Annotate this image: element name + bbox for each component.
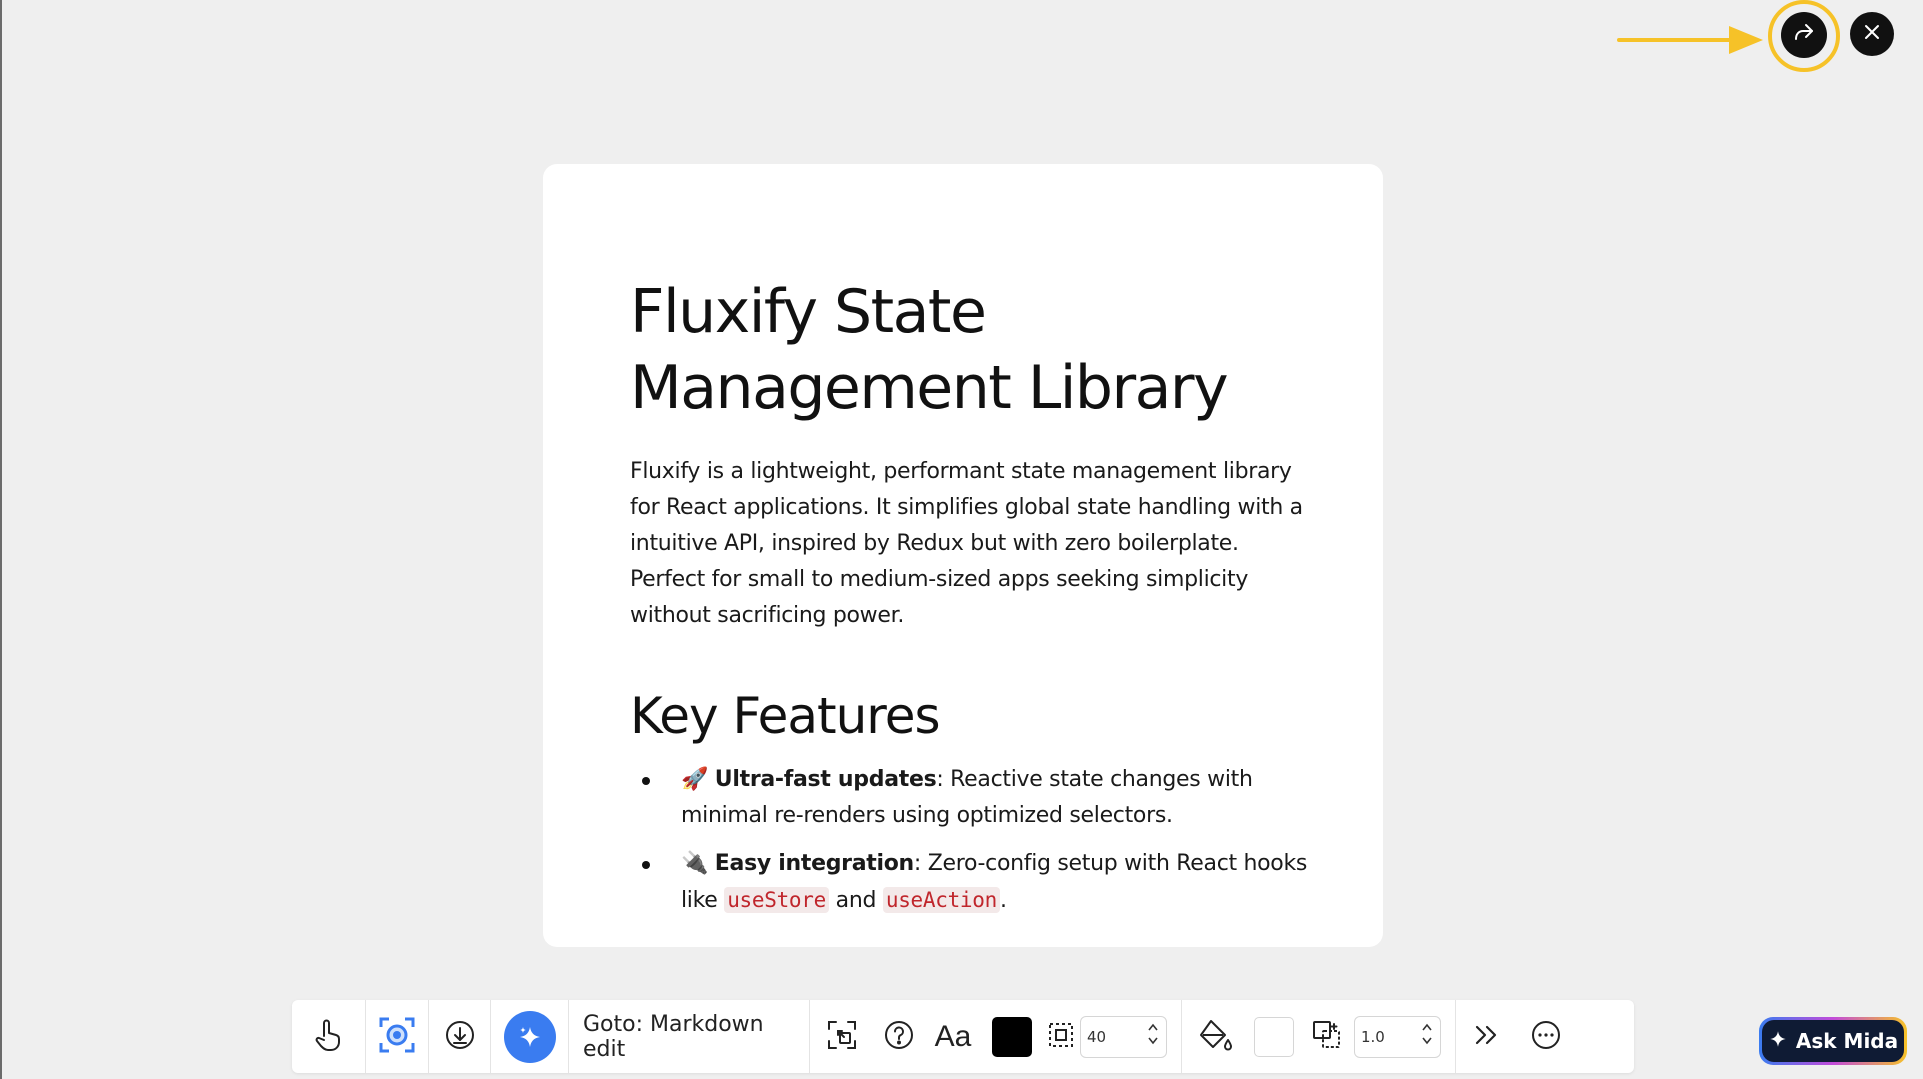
ask-mida-label: Ask Mida: [1795, 1029, 1899, 1053]
padding-box-icon: [1047, 1021, 1075, 1053]
hand-pointer-icon: [313, 1018, 345, 1056]
layers-button[interactable]: [1300, 1000, 1354, 1073]
help-button[interactable]: [874, 1000, 924, 1073]
bottom-toolbar: [292, 1000, 1634, 1073]
size-value: 40: [1087, 1027, 1107, 1046]
fill-color-button[interactable]: [1248, 1000, 1300, 1073]
download-button[interactable]: [429, 1000, 491, 1073]
annotation-arrow: [1615, 20, 1765, 60]
bullet: [642, 777, 650, 785]
close-button[interactable]: [1850, 12, 1894, 56]
ai-assist-button[interactable]: [491, 1000, 569, 1073]
document-intro: Fluxify is a lightweight, performant state management library for React applications. It simplifies global state handling with a intuitive API, inspired by Redux but with zero boilerplate. Perfect for small to medium-sized apps seeking simplicity without sacrificing power.: [630, 459, 1303, 628]
plug-emoji: 🔌: [681, 851, 709, 876]
resize-frame-icon: [826, 1019, 858, 1055]
scale-value: 1.0: [1361, 1027, 1385, 1046]
focus-capture-icon: [378, 1016, 416, 1058]
share-button[interactable]: [1781, 12, 1827, 58]
bullet: [642, 861, 650, 869]
resize-frame-button[interactable]: [810, 1000, 874, 1073]
padding-button[interactable]: [1042, 1000, 1080, 1073]
scale-field-wrap: [1354, 1000, 1456, 1073]
sparkle-icon: [504, 1011, 556, 1063]
rocket-emoji: 🚀: [681, 767, 709, 792]
font-button[interactable]: Aa: [934, 1019, 972, 1053]
size-field-wrap: [1080, 1000, 1182, 1073]
ask-mida-inner: [1762, 1020, 1904, 1062]
feature-item: [630, 762, 1330, 834]
text-color-swatch: [992, 1017, 1032, 1057]
fill-color-swatch: [1254, 1017, 1294, 1057]
window-edge: [0, 0, 2, 1079]
close-icon: [1863, 23, 1881, 45]
code-snippet: useAction: [883, 887, 1000, 913]
feature-name: Ultra-fast updates: [714, 767, 937, 792]
help-circle-icon: [883, 1019, 915, 1055]
document-content: [630, 274, 1330, 931]
feature-description: : Reactive state changes with minimal re-renders using optimized selectors.: [681, 767, 1253, 828]
feature-description: : Zero-config setup with React hooks like: [681, 851, 1308, 913]
share-forward-icon: [1791, 20, 1817, 50]
more-tools-button[interactable]: [1456, 1000, 1516, 1073]
more-menu-button[interactable]: [1516, 1000, 1576, 1073]
stepper-arrows[interactable]: [1148, 1023, 1158, 1045]
section-heading: Key Features: [630, 687, 940, 745]
fill-button[interactable]: [1182, 1000, 1248, 1073]
feature-name: Easy integration: [714, 851, 914, 876]
feature-description-end: .: [999, 888, 1007, 913]
scale-stepper[interactable]: [1354, 1016, 1441, 1058]
feature-joiner: and: [828, 888, 883, 913]
size-stepper[interactable]: [1080, 1016, 1167, 1058]
double-chevron-icon: [1472, 1023, 1500, 1051]
goto-markdown-edit-button[interactable]: Goto: Markdown edit: [569, 1000, 810, 1073]
feature-list: [630, 762, 1330, 919]
paint-bucket-icon: [1197, 1017, 1233, 1057]
ask-mida-button[interactable]: [1759, 1017, 1907, 1065]
pointer-tool-button[interactable]: [292, 1000, 366, 1073]
download-icon: [444, 1019, 476, 1055]
document-title: Fluxify State Management Library: [630, 277, 1228, 423]
layers-icon: [1311, 1019, 1343, 1055]
focus-capture-button[interactable]: [366, 1000, 429, 1073]
more-dots-icon: [1530, 1019, 1562, 1055]
code-snippet: useStore: [724, 887, 829, 913]
stepper-arrows[interactable]: [1422, 1023, 1432, 1045]
sparkle-icon: [1768, 1029, 1788, 1054]
feature-item: [630, 846, 1330, 919]
document-preview: [543, 164, 1383, 947]
text-color-button[interactable]: [982, 1000, 1042, 1073]
